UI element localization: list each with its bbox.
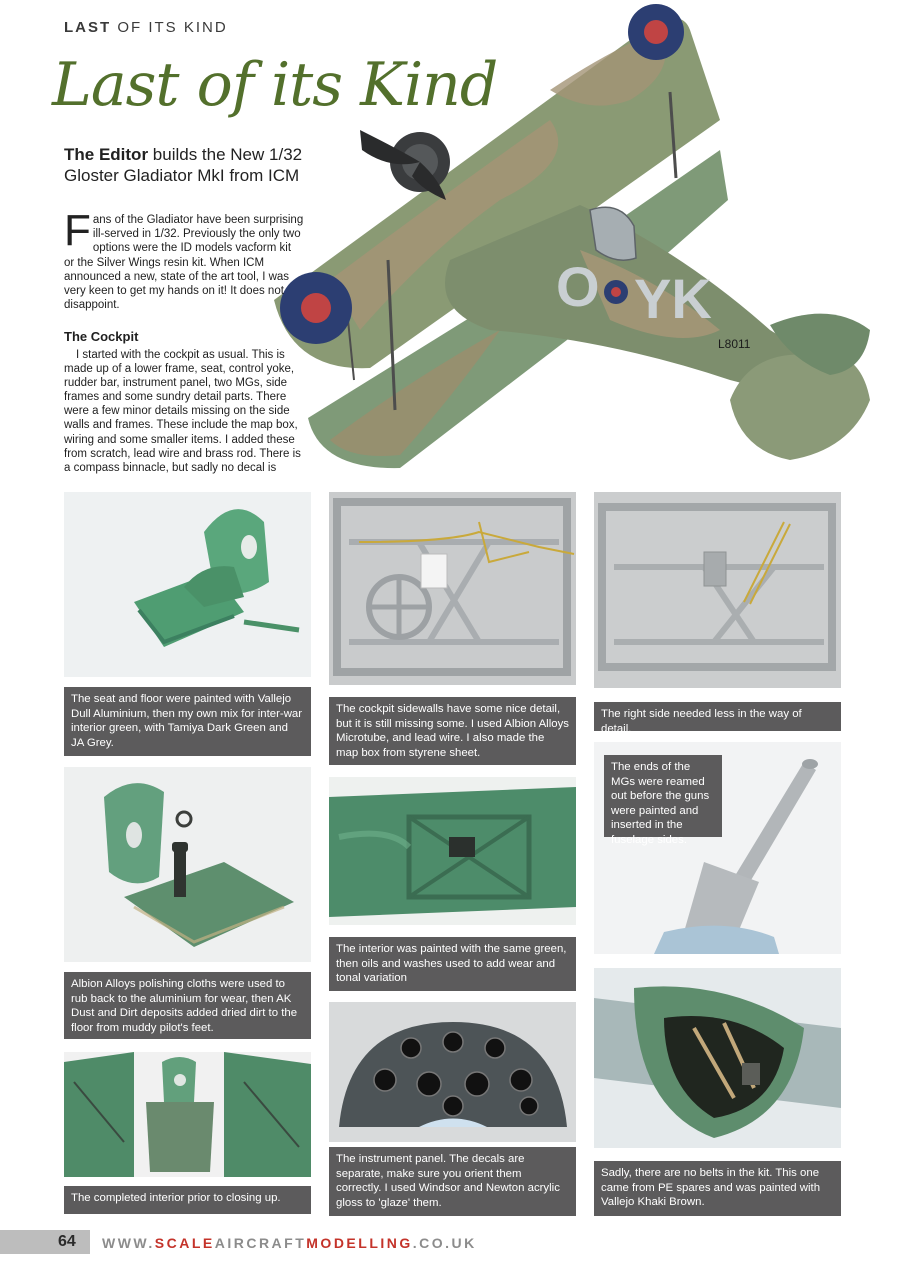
website-url[interactable]: WWW.SCALEAIRCRAFTMODELLING.CO.UK: [102, 1235, 477, 1251]
cockpit-paragraph: I started with the cockpit as usual. This is made up of a lower frame, seat, control yoke, rudder bar, instrument panel, two MGs, side frames and some sundry detail parts. There were a few minor details missing on the side walls and frames. These include the map box, wiring and some smaller items. I added these from scratch, lead wire and brass rod. There is a compass binnacle, but sadly no decal is: [64, 349, 301, 474]
caption-completed: The completed interior prior to closing up.: [64, 1186, 311, 1214]
caption-mg-ends: The ends of the MGs were reamed out before the guns were painted and inserted in the fuselage sides.: [604, 755, 722, 837]
footer-page-bar: [0, 1230, 90, 1254]
page-number: 64: [58, 1233, 76, 1250]
caption-interior-green: The interior was painted with the same green, then oils and washes used to add wear and tonal variation: [329, 937, 576, 991]
caption-sidewalls: The cockpit sidewalls have some nice detail, but it is still missing some. I used Albion Alloys Microtube, and lead wire. I also made the map box from styrene sheet.: [329, 697, 576, 765]
section-heading-cockpit: The Cockpit: [64, 329, 139, 344]
squadron-code: YK: [634, 267, 712, 330]
photo-interior-green: [329, 777, 576, 925]
caption-polishing: Albion Alloys polishing cloths were used to rub back to the aluminium for wear, then AK Dust and Dirt deposits added dried dirt to the floor from muddy pilot's feet.: [64, 972, 311, 1039]
photo-completed-interior: [64, 1052, 311, 1177]
code-letter: O: [556, 255, 600, 318]
photo-weathered-seat: [64, 767, 311, 962]
subheading: The Editor builds the New 1/32 Gloster Gladiator MkI from ICM: [64, 145, 303, 185]
roundel-upper-wing-right: [628, 4, 684, 60]
page-title: Last of its Kind: [52, 50, 498, 120]
caption-seat-floor: The seat and floor were painted with Vallejo Dull Aluminium, then my own mix for inter-war interior green, with Tamiya Dark Green and JA Grey.: [64, 687, 311, 756]
intro-paragraph: Fans of the Gladiator have been surprising ill-served in 1/32. Previously the only two options were the ID models vacform kit or the Silver Wings resin kit. When ICM announced a new, state of the art tool, I was very keen to get my hands on it! It does not disappoint.: [64, 206, 304, 312]
caption-right-side: The right side needed less in the way of detail.: [594, 702, 841, 731]
caption-belts: Sadly, there are no belts in the kit. This one came from PE spares and was painted with Vallejo Khaki Brown.: [594, 1161, 841, 1216]
section-kicker: LAST OF ITS KIND: [64, 19, 228, 36]
drop-cap: F: [64, 206, 91, 255]
caption-instrument-panel: The instrument panel. The decals are separate, make sure you orient them correctly. I used Windsor and Newton acrylic gloss to 'glaze' them.: [329, 1147, 576, 1216]
photo-right-side: [594, 492, 841, 688]
photo-instrument-panel: [329, 1002, 576, 1142]
photo-seat-floor: [64, 492, 311, 677]
hero-aircraft-photo: [250, 0, 905, 480]
aircraft-serial: L8011: [718, 337, 751, 351]
photo-belts: [594, 968, 841, 1148]
photo-sidewalls: [329, 492, 576, 685]
